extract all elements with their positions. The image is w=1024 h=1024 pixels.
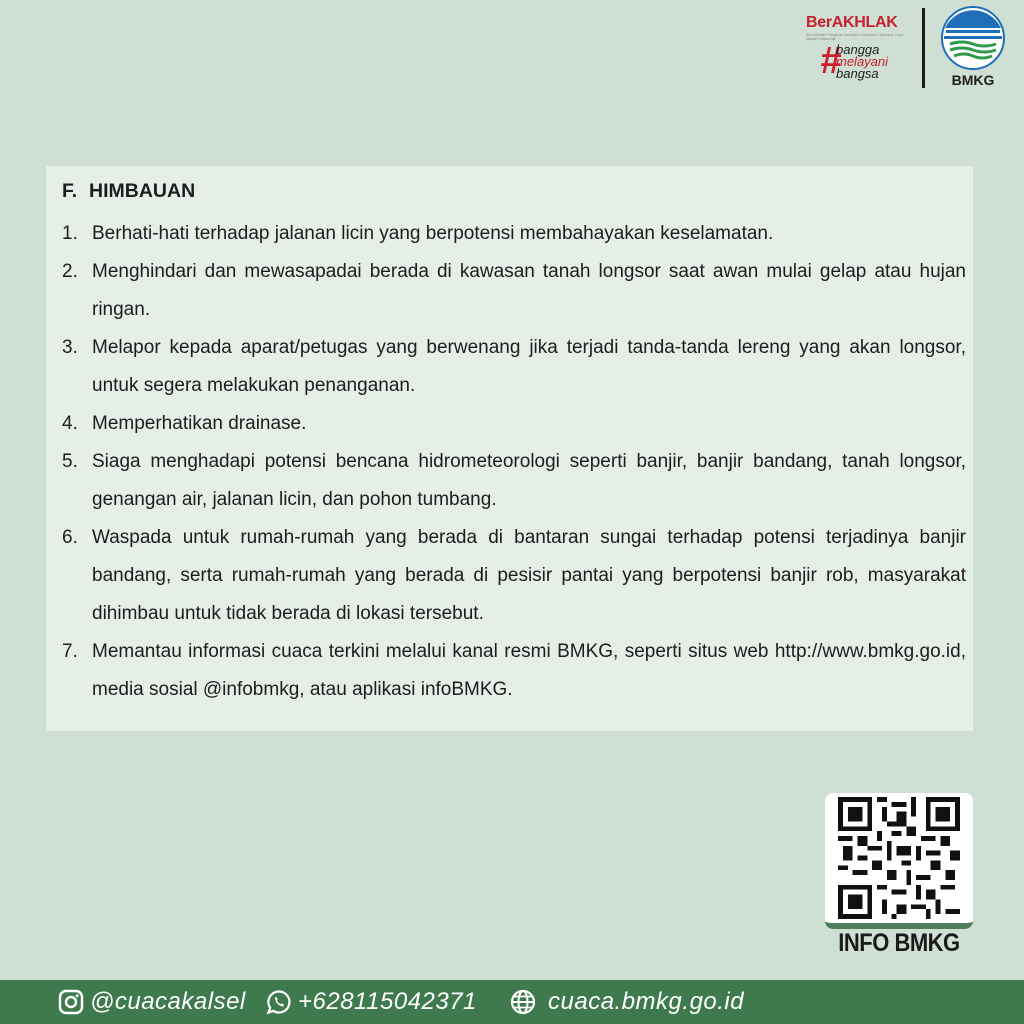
list-item-number: 1. [62, 223, 78, 244]
list-item [62, 519, 966, 633]
bmkg-logo-text: BMKG [951, 72, 995, 88]
tagline-word-1: bangga [836, 42, 880, 57]
instagram-handle: @cuacakalsel [90, 988, 246, 1015]
list-item [62, 253, 966, 329]
list-item [62, 405, 966, 443]
advice-panel [46, 166, 973, 731]
footer-bar [0, 980, 1024, 1024]
advice-list [62, 215, 966, 709]
list-item-text: Berhati-hati terhadap jalanan licin yang berpotensi membahayakan keselamatan. [92, 223, 774, 244]
list-item-text: Waspada untuk rumah-rumah yang berada di bantaran sungai terhadap potensi terjadinya banjir bandang, serta rumah-rumah yang berada di pesisir pantai yang berpotensi banjir rob, masyarakat dihimbau untuk tidak berada di lokasi tersebut. [92, 527, 966, 624]
list-item-number: 6. [62, 527, 78, 548]
list-item-number: 2. [62, 261, 78, 282]
list-item-number: 5. [62, 451, 78, 472]
footer-instagram[interactable] [58, 980, 246, 1024]
instagram-icon [58, 989, 84, 1015]
bmkg-logo [934, 6, 1012, 90]
globe-icon [510, 989, 536, 1015]
qr-code-card[interactable] [825, 793, 973, 929]
logo-divider [922, 8, 925, 88]
berakhlak-brand: BerAKHLAK [806, 14, 898, 31]
berakhlak-small-print: Berorientasi Pelayanan Akuntabel Kompeten Harmonis Loyal Adaptif Kolaboratif [806, 33, 904, 42]
qr-label: INFO BMKG [838, 928, 960, 957]
list-item-text: Memantau informasi cuaca terkini melalui kanal resmi BMKG, seperti situs web http://www.bmkg.go.id, media sosial @infobmkg, atau aplikasi infoBMKG. [92, 641, 966, 700]
list-item [62, 215, 966, 253]
list-item-text: Menghindari dan mewasapadai berada di kawasan tanah longsor saat awan mulai gelap atau hujan ringan. [92, 261, 966, 320]
bmkg-emblem-icon [940, 6, 1006, 70]
header-logos [806, 6, 1016, 90]
section-title: HIMBAUAN [89, 180, 196, 202]
list-item-number: 4. [62, 413, 78, 434]
tagline-word-3: bangsa [836, 66, 879, 81]
berakhlak-logo [806, 14, 910, 88]
section-heading [62, 180, 195, 203]
list-item [62, 633, 966, 709]
hashtag-symbol: # [820, 40, 842, 82]
qr-code-icon [835, 797, 963, 919]
list-item-text: Memperhatikan drainase. [92, 413, 307, 434]
list-item [62, 443, 966, 519]
list-item-number: 7. [62, 641, 78, 662]
list-item-text: Melapor kepada aparat/petugas yang berwenang jika terjadi tanda-tanda lereng yang akan longsor, untuk segera melakukan penanganan. [92, 337, 966, 396]
tagline-word-2: melayani [836, 54, 889, 69]
website-url: cuaca.bmkg.go.id [548, 988, 745, 1015]
footer-whatsapp[interactable] [266, 980, 477, 1024]
section-number: F. [62, 180, 78, 202]
list-item-text: Siaga menghadapi potensi bencana hidrometeorologi seperti banjir, banjir bandang, tanah longsor, genangan air, jalanan licin, dan pohon tumbang. [92, 451, 966, 510]
list-item [62, 329, 966, 405]
footer-website[interactable] [510, 980, 744, 1024]
berakhlak-tagline [836, 44, 888, 80]
whatsapp-icon [266, 989, 292, 1015]
list-item-number: 3. [62, 337, 78, 358]
whatsapp-number: +628115042371 [298, 988, 477, 1015]
